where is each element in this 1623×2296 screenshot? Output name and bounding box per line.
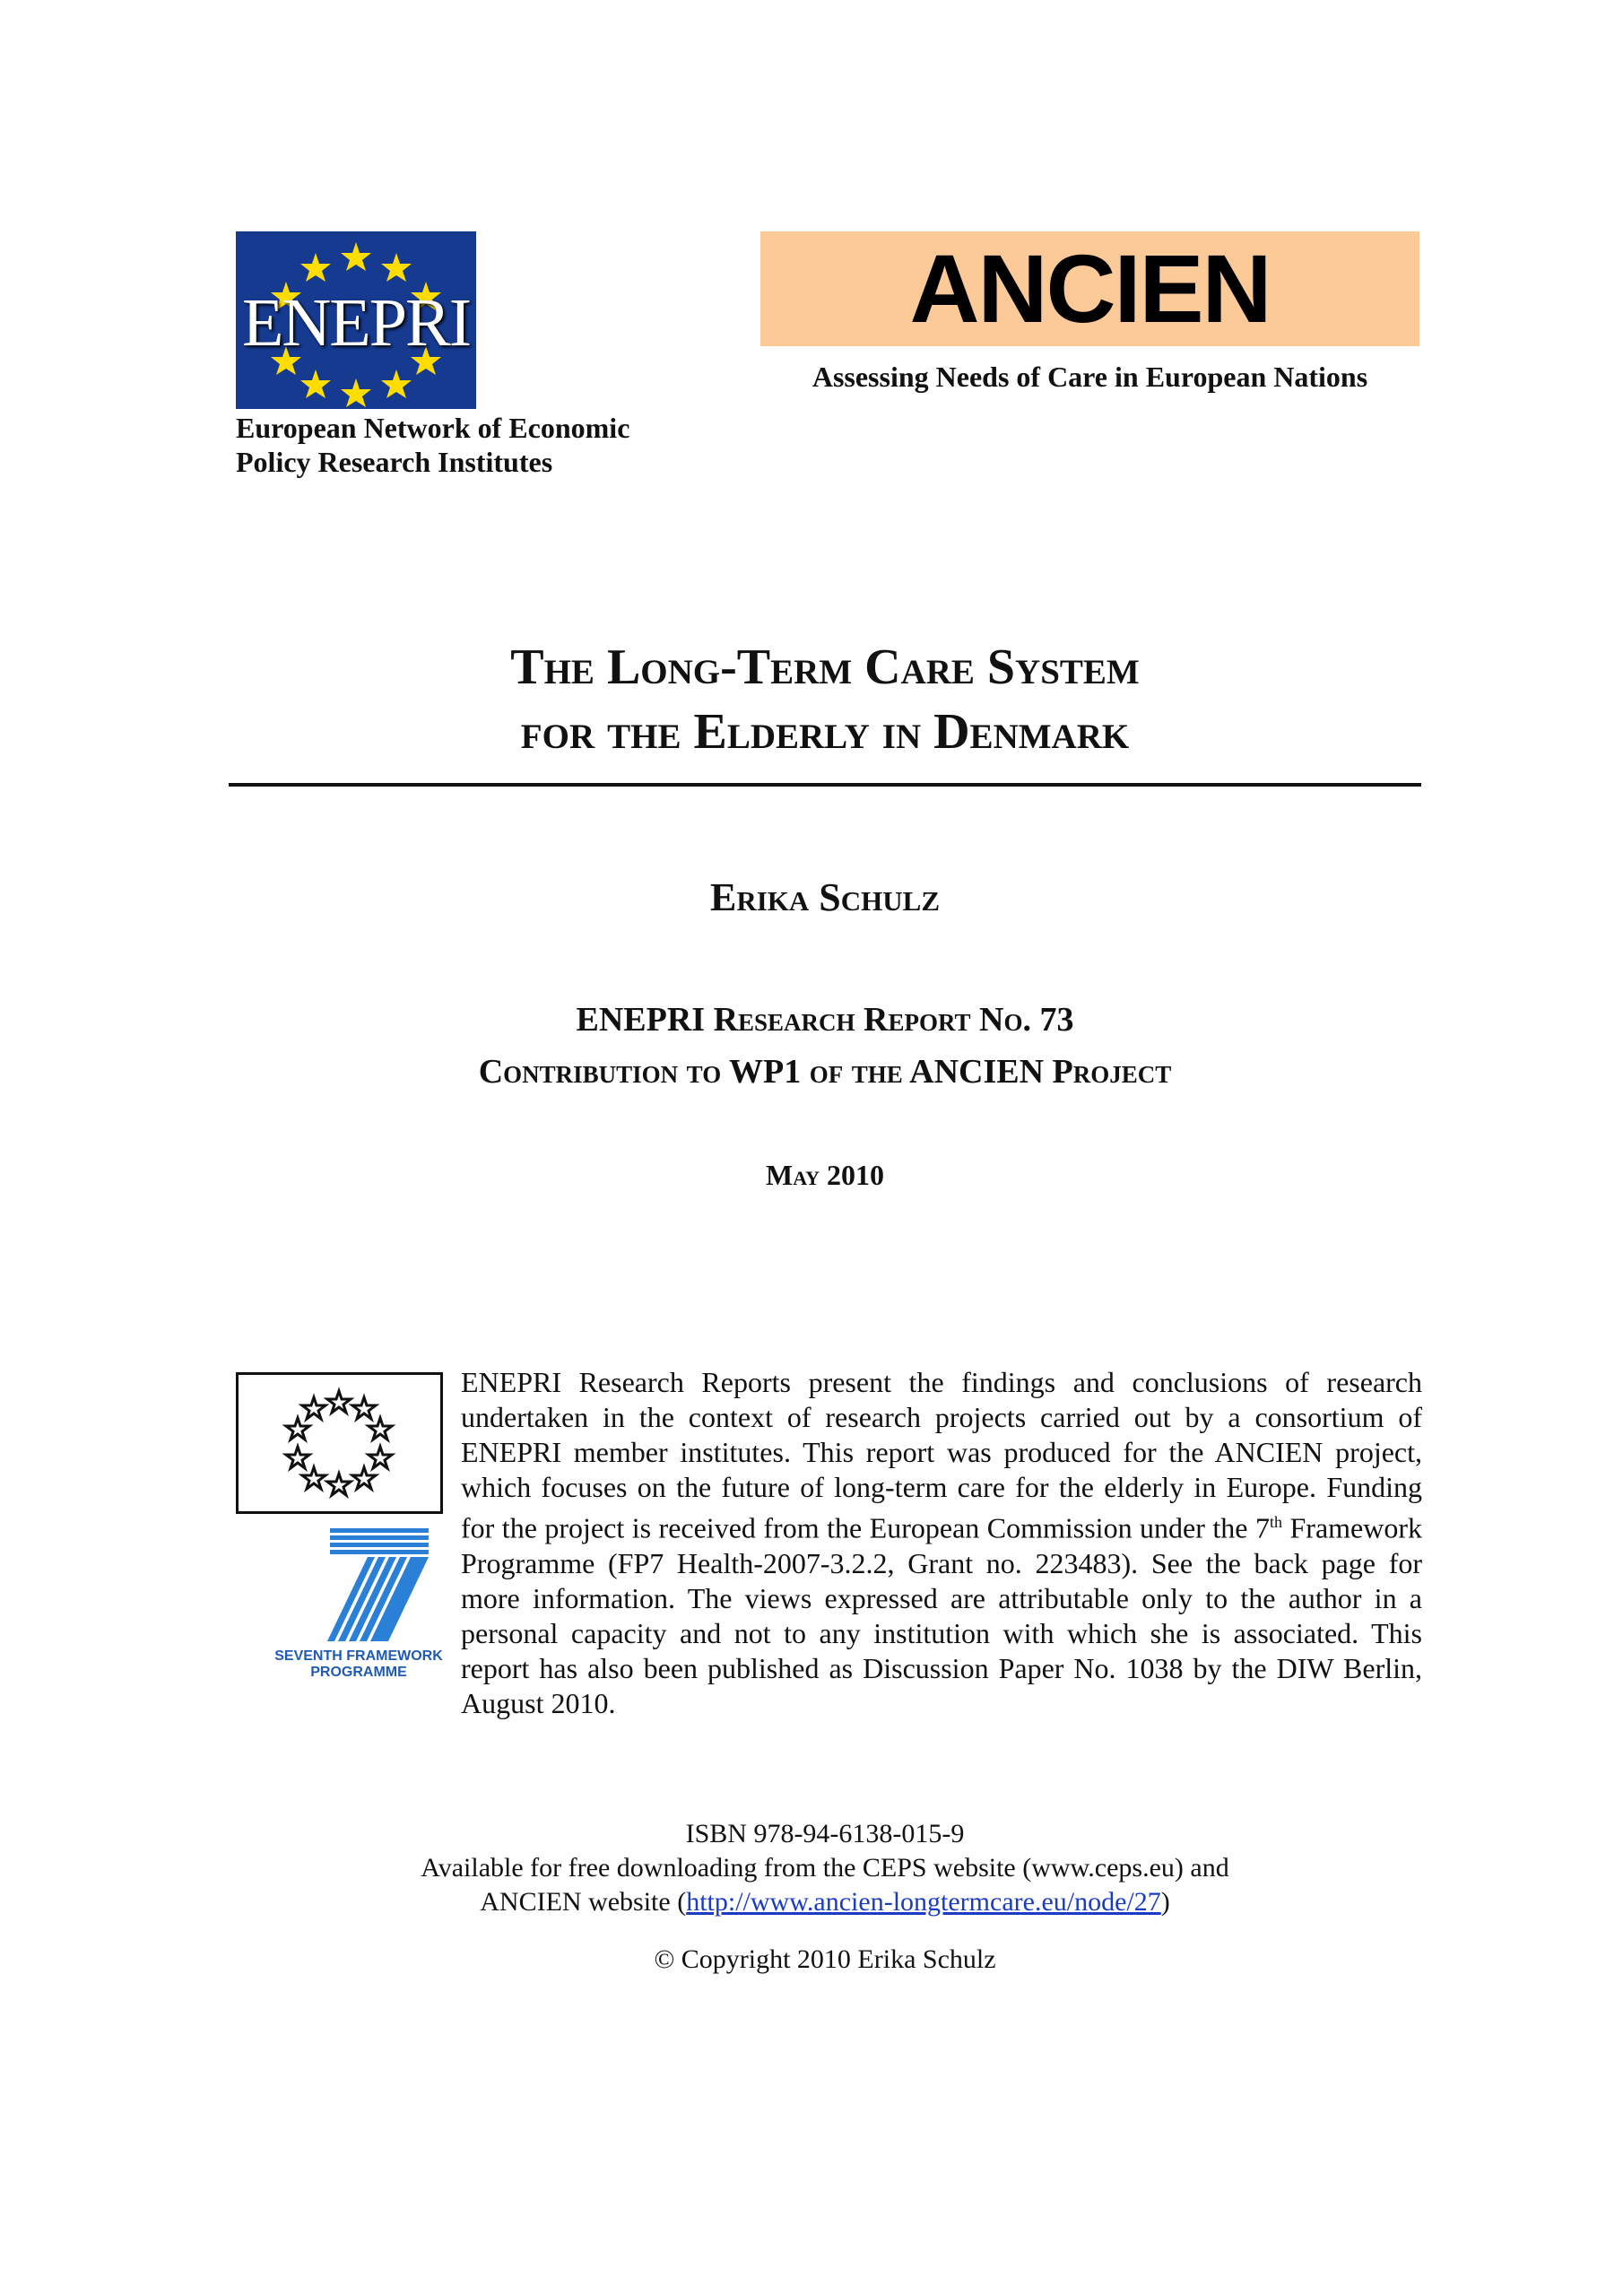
seventh-framework-icon bbox=[276, 1525, 438, 1650]
eu-star-circle-icon bbox=[239, 1375, 440, 1511]
availability-line1: Available for free downloading from the CEPS website (www.ceps.eu) and bbox=[421, 1853, 1229, 1883]
description-part2: Framework Programme (FP7 Health-2007-3.2.2, Grant no. 223483). See the back page for more information. The views expressed are attributable only to the author in a personal capacity and not to any institution with which she is associated. This report has also been published as Discussion Paper No. 1038 by the DIW Berlin, August 2010. bbox=[461, 1511, 1423, 1719]
page-title bbox=[229, 635, 1421, 764]
author-name: Erika Schulz bbox=[709, 875, 940, 919]
ancien-website-link[interactable]: http://www.ancien-longtermcare.eu/node/27 bbox=[686, 1887, 1161, 1917]
fp7-caption bbox=[269, 1648, 448, 1681]
isbn: ISBN 978-94-6138-015-9 bbox=[685, 1819, 965, 1848]
report-number: ENEPRI Research Report No. 73 bbox=[576, 1001, 1074, 1039]
publication-date: May 2010 bbox=[766, 1159, 884, 1191]
availability-block bbox=[229, 1817, 1421, 1919]
availability-line2 bbox=[229, 1885, 1421, 1919]
ancien-subtitle: Assessing Needs of Care in European Nations bbox=[812, 361, 1368, 393]
contribution-line: Contribution to WP1 of the ANCIEN Project bbox=[478, 1053, 1172, 1091]
ancien-logo bbox=[760, 231, 1419, 346]
title-divider bbox=[229, 783, 1421, 787]
title-line1: The Long-Term Care System bbox=[510, 639, 1140, 695]
ancien-logo-word: ANCIEN bbox=[909, 234, 1271, 343]
description-superscript: th bbox=[1269, 1513, 1282, 1531]
enepri-logo bbox=[236, 231, 476, 409]
copyright-notice: © Copyright 2010 Erika Schulz bbox=[654, 1944, 996, 1974]
availability-suffix: ) bbox=[1160, 1887, 1170, 1917]
enepri-caption-line2: Policy Research Institutes bbox=[236, 446, 553, 478]
enepri-logo-word: ENEPRI bbox=[242, 285, 470, 361]
title-line2: for the Elderly in Denmark bbox=[520, 704, 1130, 760]
eu-flag-logo bbox=[236, 1372, 443, 1514]
enepri-caption bbox=[236, 411, 702, 479]
report-description bbox=[461, 1365, 1422, 1721]
description-part1: ENEPRI Research Reports present the findings and conclusions of research undertaken in the context of research projects carried out by a consortium of ENEPRI member institutes. This report was produced for the ANCIEN project, which focuses on the future of long-term care for the elderly in Europe. Funding for the project is received from the European Commission under the 7 bbox=[461, 1366, 1422, 1544]
enepri-caption-line1: European Network of Economic bbox=[236, 412, 630, 444]
fp7-caption-line1: SEVENTH FRAMEWORK bbox=[274, 1648, 443, 1664]
fp7-caption-line2: PROGRAMME bbox=[310, 1665, 407, 1680]
availability-prefix: ANCIEN website ( bbox=[480, 1887, 687, 1917]
